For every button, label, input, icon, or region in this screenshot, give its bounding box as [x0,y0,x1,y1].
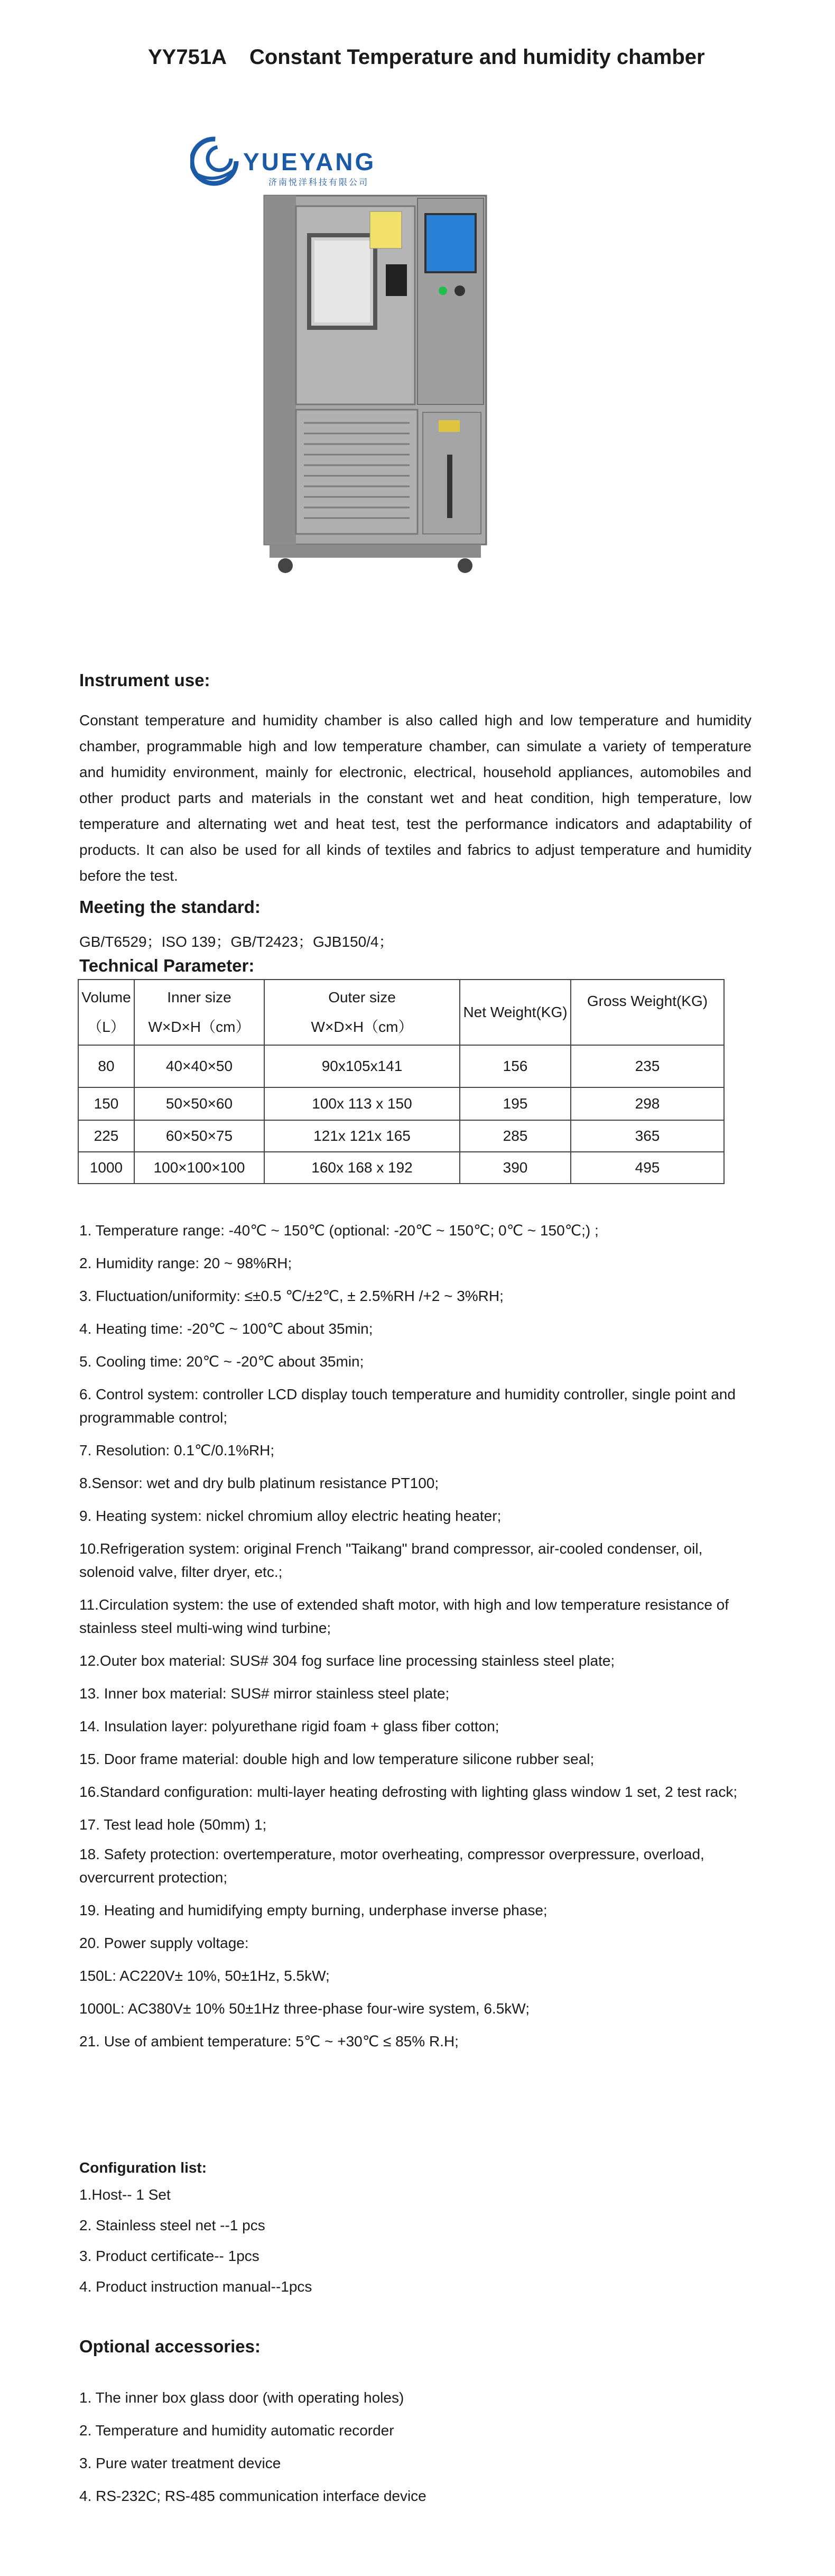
list-item: 2. Humidity range: 20 ~ 98%RH; [79,1255,292,1271]
list-item: 16.Standard configuration: multi-layer heating defrosting with lighting glass window 1 set, 2 test rack; [79,1784,738,1800]
header-net: Net Weight(KG) [460,980,571,1045]
list-item: 10.Refrigeration system: original French "Taikang" brand compressor, air-cooled condenser, oil, solenoid valve, filter dryer, etc.; [79,1540,703,1580]
optional-heading: Optional accessories: [79,2337,261,2356]
cell-outer: 160x 168 x 192 [264,1152,460,1184]
cell-outer: 100x 113 x 150 [264,1087,460,1120]
cell-net: 195 [460,1087,571,1120]
optional-list [79,2381,426,2513]
list-item: 14. Insulation layer: polyurethane rigid foam + glass fiber cotton; [79,1718,499,1734]
list-item: 8.Sensor: wet and dry bulb platinum resistance PT100; [79,1475,439,1491]
header-outer [264,980,460,1045]
chamber-illustration [190,127,571,603]
cell-volume: 150 [78,1087,134,1120]
instrument-use-heading: Instrument use: [79,670,210,690]
list-item: 12.Outer box material: SUS# 304 fog surface line processing stainless steel plate; [79,1652,615,1669]
table-row [78,1120,724,1152]
door-handle [386,264,407,296]
list-item: 13. Inner box material: SUS# mirror stainless steel plate; [79,1685,450,1702]
list-item: 11.Circulation system: the use of extended shaft motor, with high and low temperature resistance of stainless steel multi-wing wind turbine; [79,1596,729,1636]
header-outer-unit: W×D×H（cm） [311,1019,413,1035]
cabinet-base [270,544,481,558]
brand-logo-icon [192,139,236,183]
page-title: YY751A Constant Temperature and humidity chamber [148,45,705,69]
cell-inner: 50×50×60 [134,1087,264,1120]
list-item: 1. Temperature range: -40℃ ~ 150℃ (optional: -20℃ ~ 150℃; 0℃ ~ 150℃;) ; [79,1222,599,1239]
standard-text: GB/T6529；ISO 139；GB/T2423；GJB150/4； [79,934,394,950]
list-item: 1. The inner box glass door (with operating holes) [79,2389,404,2406]
cell-gross: 298 [571,1087,724,1120]
list-item: 9. Heating system: nickel chromium alloy electric heating heater; [79,1508,502,1524]
table-header-row [78,980,724,1045]
list-item: 3. Fluctuation/uniformity: ≤±0.5 ℃/±2℃, ± 2.5%RH /+2 ~ 3%RH; [79,1288,504,1304]
cell-gross: 235 [571,1045,724,1087]
warning-label [370,211,402,248]
header-volume-label: Volume [81,989,131,1005]
cell-inner: 60×50×75 [134,1120,264,1152]
list-item: 1.Host-- 1 Set [79,2186,171,2203]
parameter-list [79,1219,752,2063]
header-volume [78,980,134,1045]
touch-screen [425,214,476,272]
header-inner [134,980,264,1045]
header-outer-label: Outer size [328,989,396,1005]
cell-outer: 121x 121x 165 [264,1120,460,1152]
list-item: 20. Power supply voltage: [79,1935,249,1951]
lower-compartment [296,410,418,534]
cell-volume: 225 [78,1120,134,1152]
caster-wheels-icon [278,558,472,573]
cabinet-side [264,196,296,544]
window-glass [314,241,370,322]
list-item: 4. Heating time: -20℃ ~ 100℃ about 35min; [79,1321,373,1337]
list-item: 150L: AC220V± 10%, 50±1Hz, 5.5kW; [79,1968,330,1984]
list-item: 4. Product instruction manual--1pcs [79,2278,312,2295]
list-item: 2. Stainless steel net --1 pcs [79,2217,265,2233]
header-volume-unit: （L） [87,1019,125,1035]
cell-gross: 365 [571,1120,724,1152]
cell-volume: 80 [78,1045,134,1087]
list-item: 6. Control system: controller LCD display touch temperature and humidity controller, single point and programmable control; [79,1386,736,1426]
brand-subtitle: 济南悦洋科技有限公司 [268,177,369,187]
technical-heading: Technical Parameter: [79,956,255,975]
cell-net: 285 [460,1120,571,1152]
standard-heading: Meeting the standard: [79,897,261,917]
list-item: 4. RS-232C; RS-485 communication interface device [79,2488,426,2504]
table-row [78,1045,724,1087]
instrument-use-text: Constant temperature and humidity chamber is also called high and low temperature and humidity chamber, programmable high and low temperature chamber, can simulate a variety of temperature and humidity environment, mainly for electronic, electrical, household appliances, automobiles and other product parts and materials in the constant wet and heat condition, high temperature, low temperature and alternating wet and heat test, test the performance indicators and adaptability of products. It can also be used for all kinds of textiles and fabrics to adjust temperature and humidity before the test. [79,712,752,884]
list-item: 18. Safety protection: overtemperature, motor overheating, compressor overpressure, overload, overcurrent protection; [79,1846,704,1886]
header-gross: Gross Weight(KG) [571,980,724,1045]
list-item: 17. Test lead hole (50mm) 1; [79,1816,267,1833]
product-figure [190,127,571,603]
list-item: 5. Cooling time: 20℃ ~ -20℃ about 35min; [79,1353,364,1370]
list-item: 3. Pure water treatment device [79,2455,281,2471]
brand-name: YUEYANG [243,148,376,176]
list-item: 19. Heating and humidifying empty burning, underphase inverse phase; [79,1902,548,1918]
table-row [78,1087,724,1120]
water-gauge [447,455,452,518]
configuration-heading: Configuration list: [79,2159,207,2176]
spec-table [78,979,725,1184]
table-row [78,1152,724,1184]
cell-inner: 100×100×100 [134,1152,264,1184]
power-indicator-icon [439,287,447,295]
list-item: 2. Temperature and humidity automatic recorder [79,2422,394,2439]
power-switch-icon [454,285,465,296]
cell-outer: 90x105x141 [264,1045,460,1087]
list-item: 15. Door frame material: double high and low temperature silicone rubber seal; [79,1751,595,1767]
list-item: 7. Resolution: 0.1℃/0.1%RH; [79,1442,275,1458]
list-item: 3. Product certificate-- 1pcs [79,2248,259,2264]
cell-net: 156 [460,1045,571,1087]
configuration-list [79,2180,312,2302]
list-item: 1000L: AC380V± 10% 50±1Hz three-phase four-wire system, 6.5kW; [79,2000,530,2017]
header-inner-label: Inner size [167,989,231,1005]
list-item: 21. Use of ambient temperature: 5℃ ~ +30℃ ≤ 85% R.H; [79,2033,459,2049]
cell-gross: 495 [571,1152,724,1184]
cell-volume: 1000 [78,1152,134,1184]
header-inner-unit: W×D×H（cm） [148,1019,251,1035]
cell-inner: 40×40×50 [134,1045,264,1087]
cell-net: 390 [460,1152,571,1184]
water-label [439,420,460,432]
